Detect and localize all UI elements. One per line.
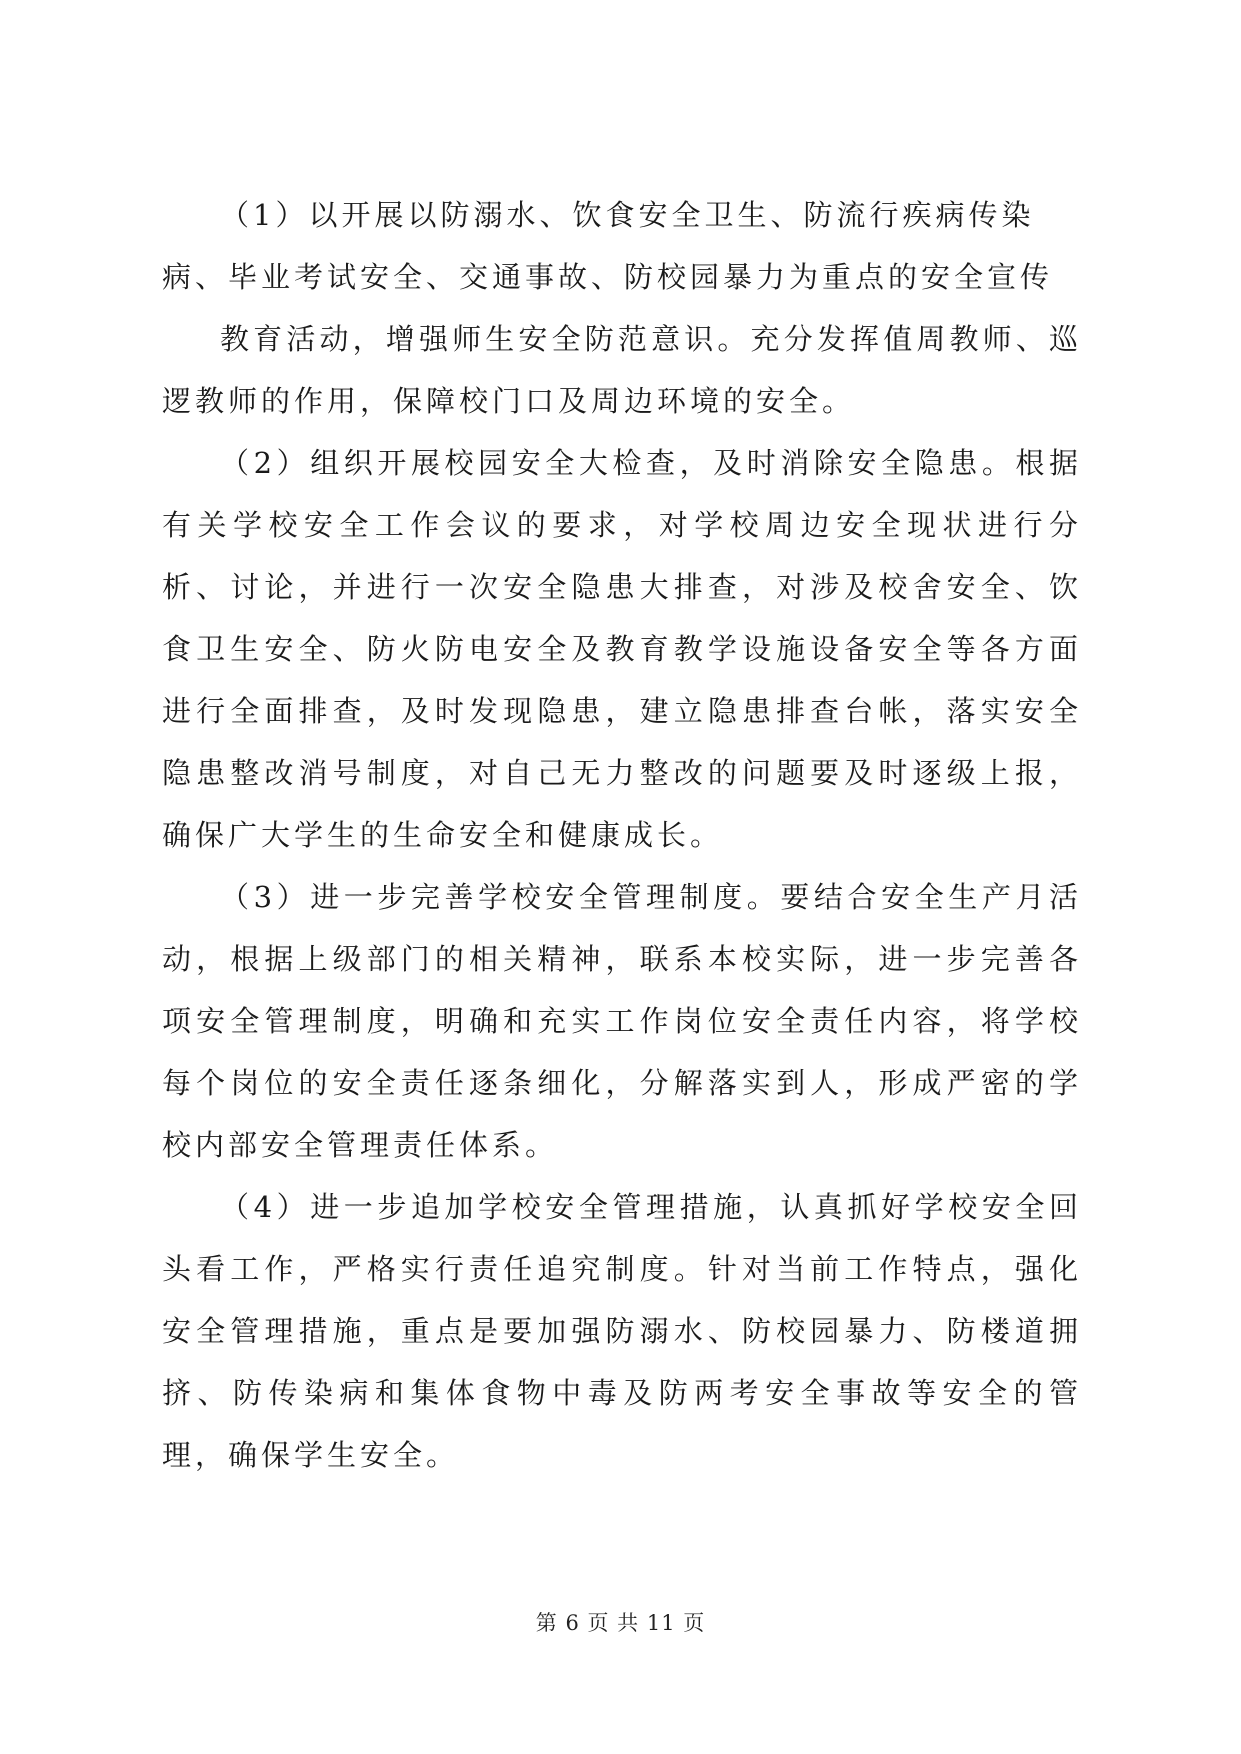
paragraph-2: （2）组织开展校园安全大检查，及时消除安全隐患。根据有关学校安全工作会议的要求，对学校周边安全现状进行分析、讨论，并进行一次安全隐患大排查，对涉及校舍安全、饮食卫生安全、防火防电安全及教育教学设施设备安全等各方面进行全面排查，及时发现隐患，建立隐患排查台帐，落实安全隐患整改消号制度，对自己无力整改的问题要及时逐级上报，确保广大学生的生命安全和健康成长。 [162, 446, 1082, 852]
document-body [162, 184, 1082, 1486]
page-number-label: 第 6 页 共 11 页 [535, 1611, 706, 1635]
paragraph-3: （3）进一步完善学校安全管理制度。要结合安全生产月活动，根据上级部门的相关精神，联系本校实际，进一步完善各项安全管理制度，明确和充实工作岗位安全责任内容，将学校每个岗位的安全责任逐条细化，分解落实到人，形成严密的学校内部安全管理责任体系。 [162, 880, 1082, 1162]
paragraph-4: （4）进一步追加学校安全管理措施，认真抓好学校安全回头看工作，严格实行责任追究制度。针对当前工作特点，强化安全管理措施，重点是要加强防溺水、防校园暴力、防楼道拥挤、防传染病和集体食物中毒及防两考安全事故等安全的管理，确保学生安全。 [162, 1190, 1082, 1472]
paragraph-1-continued: 教育活动，增强师生安全防范意识。充分发挥值周教师、巡逻教师的作用，保障校门口及周边环境的安全。 [162, 322, 1082, 418]
paragraph-1: （1）以开展以防溺水、饮食安全卫生、防流行疾病传染病、毕业考试安全、交通事故、防校园暴力为重点的安全宣传 [162, 198, 1054, 294]
page-footer [0, 1607, 1241, 1637]
